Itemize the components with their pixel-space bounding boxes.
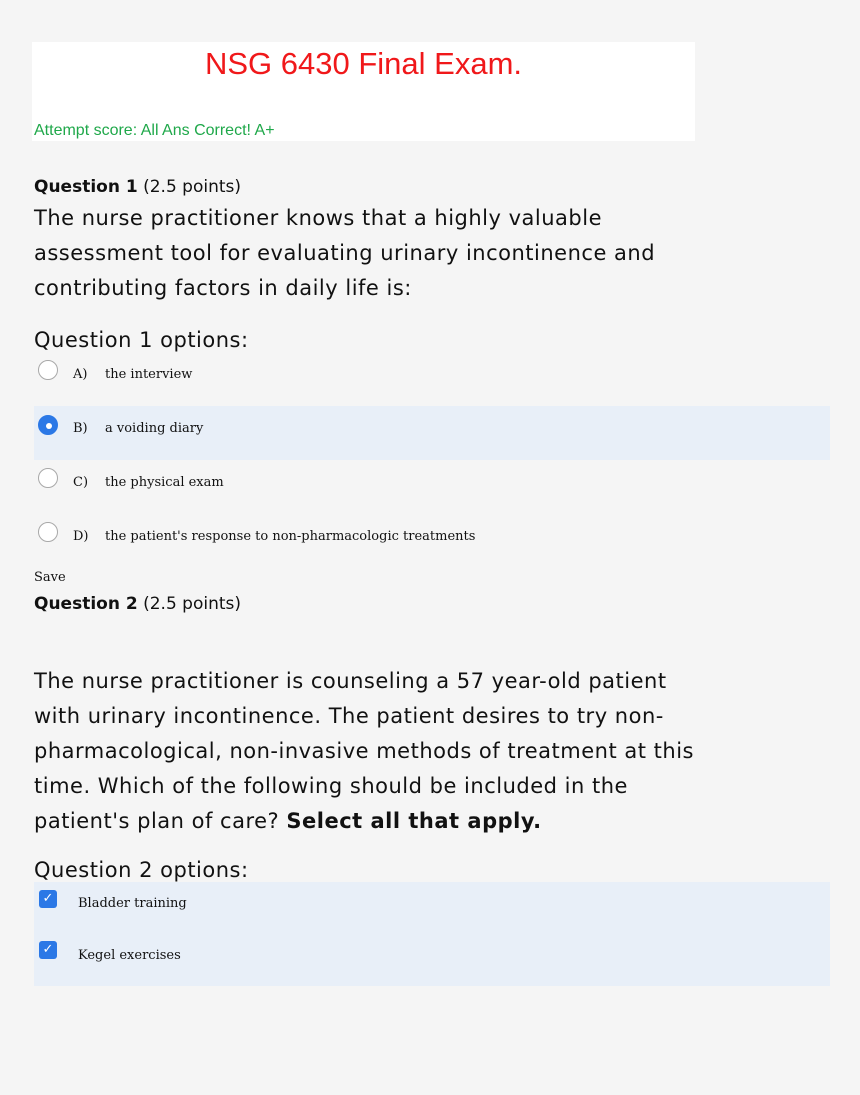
radio-option-b-selected[interactable]: [38, 415, 58, 435]
radio-option-a[interactable]: [38, 360, 58, 380]
option-b-letter: B): [73, 421, 88, 436]
option-b[interactable]: [34, 406, 830, 460]
option-a-text: the interview: [105, 367, 193, 382]
question-1-number: Question 1: [34, 177, 138, 197]
checkbox-bladder-training[interactable]: ✓: [39, 890, 57, 908]
option-c-letter: C): [73, 475, 89, 490]
option-a-letter: A): [73, 367, 88, 382]
option-d-text: the patient's response to non-pharmacologic treatments: [105, 529, 476, 544]
question-2-text-plain: The nurse practitioner is counseling a 57 year-old patient with urinary incontinence. The patient desires to try non-pharmacological, non-invasive methods of treatment at this time. Which of the following should be included in the patient's plan of care?: [34, 669, 694, 833]
question-2-points: (2.5 points): [143, 594, 242, 614]
question-2-heading: [34, 594, 241, 614]
attempt-score: Attempt score: All Ans Correct! A+: [34, 122, 275, 139]
checkbox-kegel-exercises[interactable]: ✓: [39, 941, 57, 959]
option-d[interactable]: [34, 514, 830, 568]
question-2-options: [34, 882, 830, 986]
question-1-points: (2.5 points): [143, 177, 242, 197]
question-2-text-bold: Select all that apply.: [286, 809, 542, 833]
question-1-options-heading: Question 1 options:: [34, 328, 249, 352]
option-bladder-training-text: Bladder training: [78, 896, 187, 911]
question-1-text: The nurse practitioner knows that a highly valuable assessment tool for evaluating urinary incontinence and contributing factors in daily life is:: [34, 206, 656, 300]
save-link[interactable]: Save: [34, 570, 66, 585]
question-2-text: [34, 664, 704, 839]
option-d-letter: D): [73, 529, 89, 544]
question-2-options-heading: Question 2 options:: [34, 858, 249, 882]
radio-option-c[interactable]: [38, 468, 58, 488]
option-c[interactable]: [34, 460, 830, 514]
question-2-number: Question 2: [34, 594, 138, 614]
option-a[interactable]: [34, 352, 830, 406]
radio-option-d[interactable]: [38, 522, 58, 542]
exam-title: NSG 6430 Final Exam.: [204, 46, 523, 81]
option-b-text: a voiding diary: [105, 421, 204, 436]
exam-header: [32, 42, 695, 141]
question-1-heading: [34, 177, 241, 197]
option-c-text: the physical exam: [105, 475, 224, 490]
option-kegel-exercises-text: Kegel exercises: [78, 948, 181, 963]
